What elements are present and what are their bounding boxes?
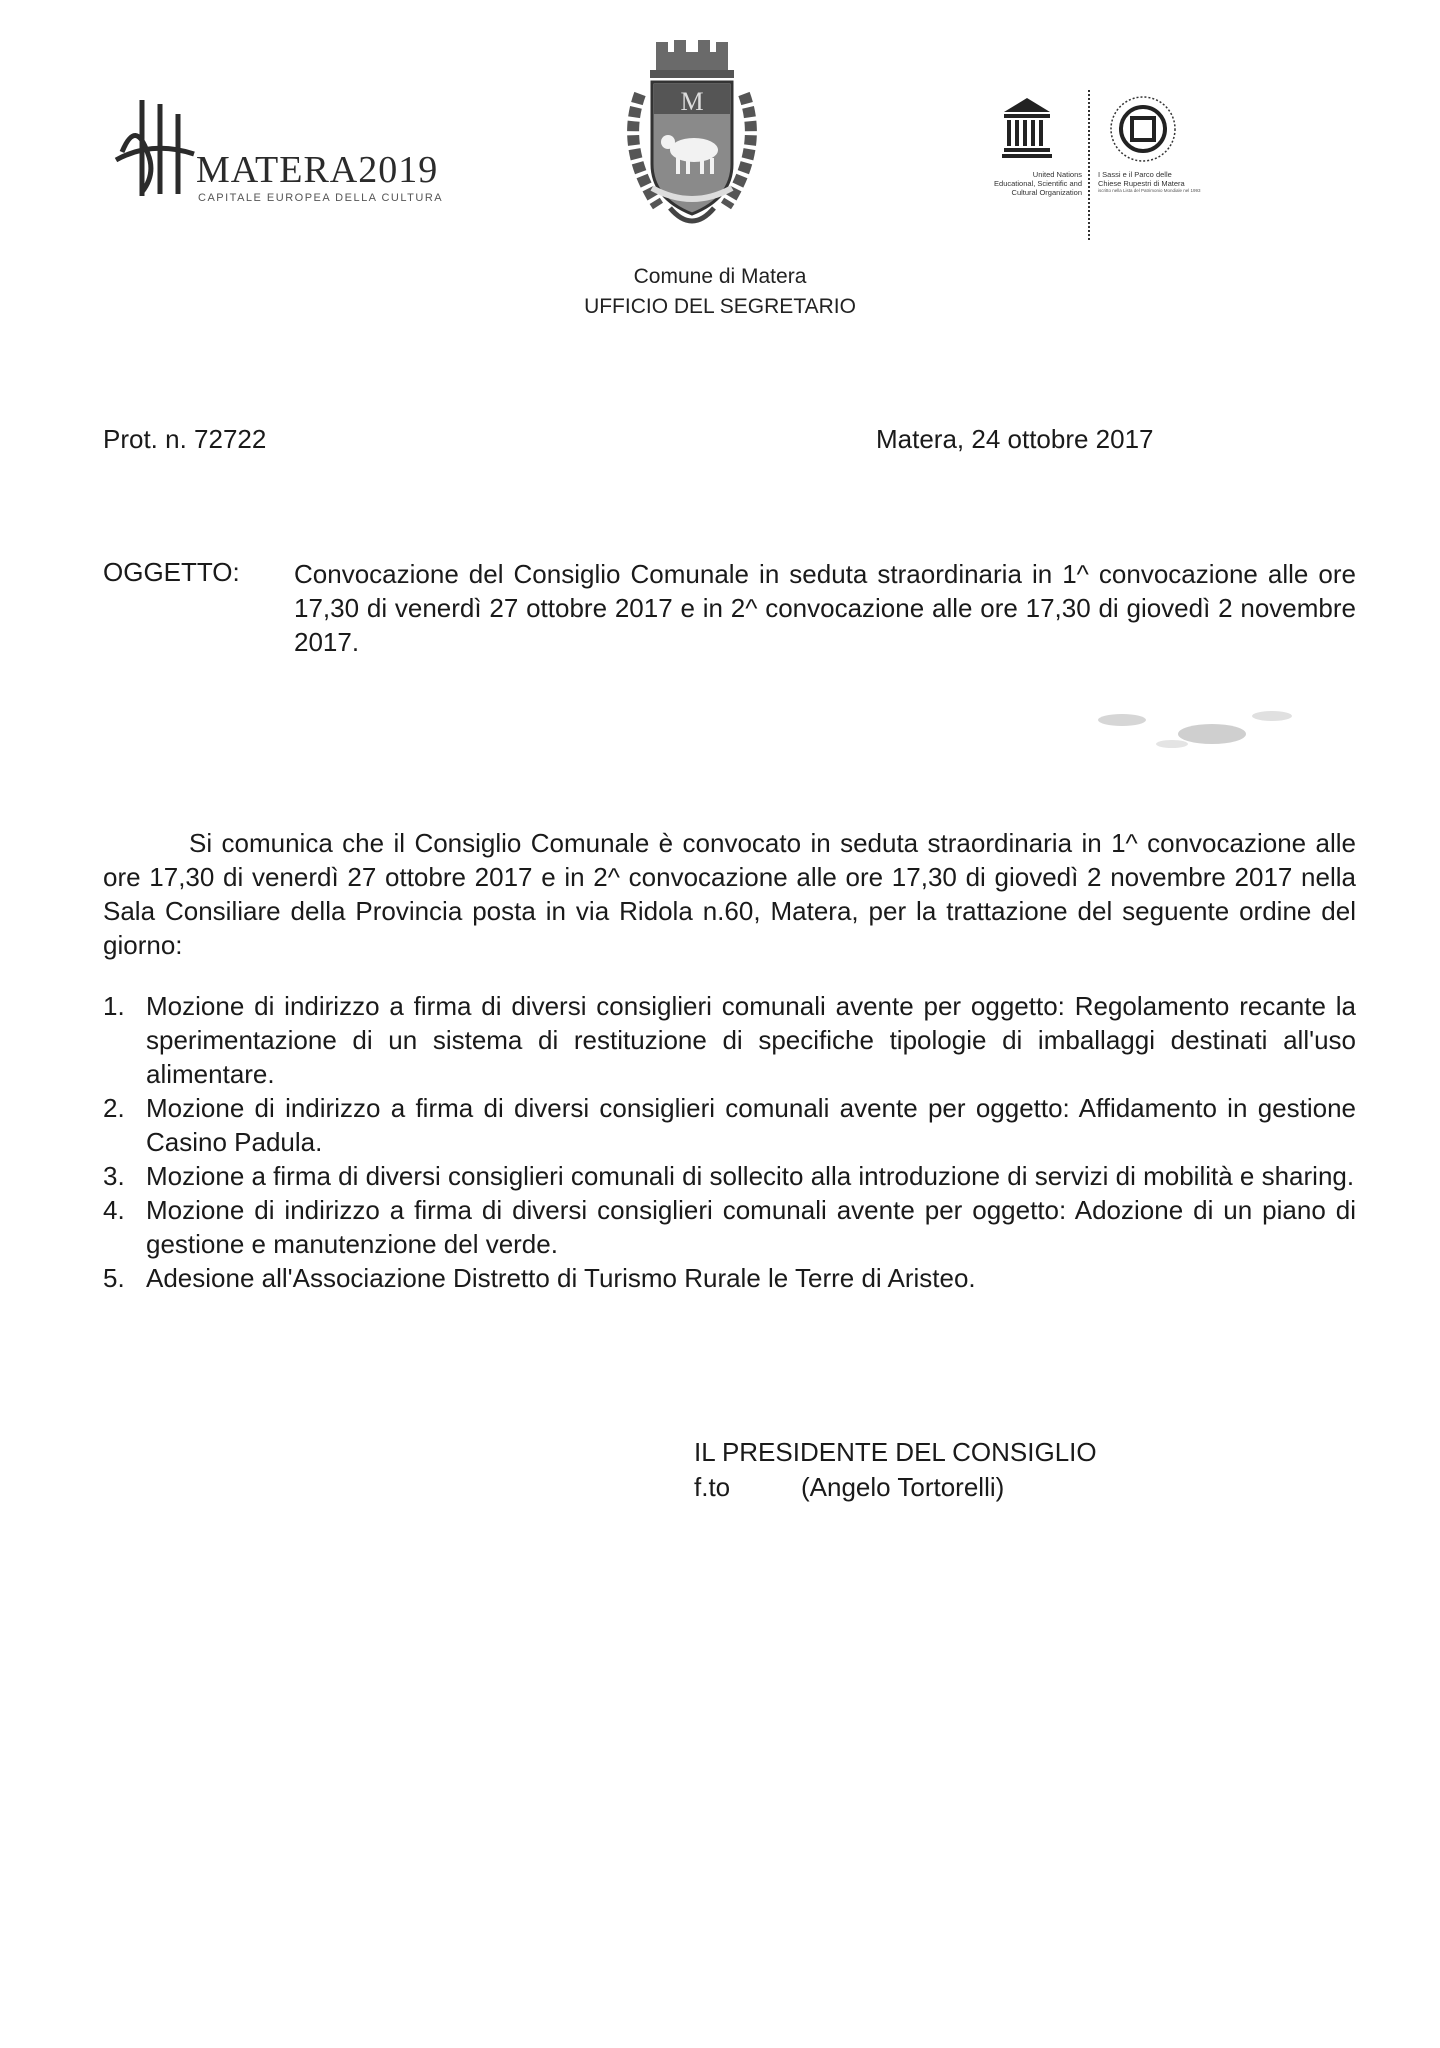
agenda-item bbox=[103, 1159, 1356, 1193]
agenda-item-text: Mozione di indirizzo a firma di diversi consiglieri comunali avente per oggetto: Adozione di un piano di gestione e manutenzione del verde. bbox=[146, 1195, 1356, 1259]
agenda-item-text: Mozione a firma di diversi consiglieri comunali di sollecito alla introduzione di servizi di mobilità e sharing. bbox=[146, 1161, 1355, 1191]
unesco-org-name bbox=[960, 170, 1082, 197]
heritage-site-text bbox=[1098, 170, 1210, 194]
agenda-item bbox=[103, 1091, 1356, 1159]
office-department: UFFICIO DEL SEGRETARIO bbox=[584, 295, 856, 318]
unesco-org-line-1: United Nations bbox=[1032, 170, 1082, 179]
matera2019-subtitle: CAPITALE EUROPEA DELLA CULTURA bbox=[198, 192, 444, 204]
agenda-item-number: 3. bbox=[103, 1161, 125, 1191]
matera-coat-of-arms-icon bbox=[612, 38, 772, 236]
office-header bbox=[0, 262, 1440, 322]
stamp-smudge bbox=[1062, 690, 1322, 760]
agenda-item-number: 1. bbox=[103, 991, 125, 1021]
body-paragraph: Si comunica che il Consiglio Comunale è convocato in seduta straordinaria in 1^ convocazione alle ore 17,30 di venerdì 27 ottobre 2017 e in 2^ convocazione alle ore 17,30 di giovedì 2 novembre 2017 nella Sala Consiliare della Provincia posta in via Ridola n.60, Matera, per la trattazione del seguente ordine del giorno: bbox=[103, 828, 1356, 960]
heritage-note: iscritto nella Lista del Patrimonio Mondiale nel 1993 bbox=[1098, 188, 1201, 193]
unesco-org-line-2: Educational, Scientific and bbox=[994, 179, 1082, 188]
agenda-item-number: 4. bbox=[103, 1195, 125, 1225]
agenda-item bbox=[103, 1193, 1356, 1261]
subject-label: OGGETTO: bbox=[103, 557, 240, 587]
heritage-line-1: I Sassi e il Parco delle bbox=[1098, 170, 1172, 179]
protocol-number: Prot. n. 72722 bbox=[103, 424, 267, 454]
matera2019-mark-icon bbox=[112, 88, 196, 198]
document-date: Matera, 24 ottobre 2017 bbox=[876, 424, 1154, 454]
unesco-divider bbox=[1088, 90, 1090, 240]
signature-fto: f.to bbox=[694, 1472, 731, 1502]
unesco-org-line-3: Cultural Organization bbox=[1011, 188, 1082, 197]
signature-title: IL PRESIDENTE DEL CONSIGLIO bbox=[694, 1437, 1097, 1467]
agenda-list bbox=[103, 989, 1356, 1295]
agenda-item-number: 2. bbox=[103, 1093, 125, 1123]
agenda-item bbox=[103, 1261, 1356, 1295]
matera2019-logo bbox=[112, 88, 444, 208]
heritage-line-2: Chiese Rupestri di Matera bbox=[1098, 179, 1185, 188]
crest-shield-letter: M bbox=[680, 87, 704, 116]
agenda-item-text: Mozione di indirizzo a firma di diversi consiglieri comunali avente per oggetto: Affidamento in gestione Casino Padula. bbox=[146, 1093, 1356, 1157]
matera2019-wordmark: MATERA2019 bbox=[196, 149, 439, 191]
agenda-item-text: Mozione di indirizzo a firma di diversi consiglieri comunali avente per oggetto: Regolamento recante la sperimentazione di un sistema di restituzione di specifiche tipologie di imballaggi destinati all'uso alimentare. bbox=[146, 991, 1356, 1089]
world-heritage-emblem-icon bbox=[1108, 94, 1178, 164]
agenda-item-text: Adesione all'Associazione Distretto di Turismo Rurale le Terre di Aristeo. bbox=[146, 1263, 976, 1293]
signature-name: (Angelo Tortorelli) bbox=[801, 1472, 1005, 1502]
agenda-item bbox=[103, 989, 1356, 1091]
unesco-logo bbox=[960, 90, 1210, 240]
subject-text: Convocazione del Consiglio Comunale in seduta straordinaria in 1^ convocazione alle ore 17,30 di venerdì 27 ottobre 2017 e in 2^ convocazione alle ore 17,30 di giovedì 2 novembre 2017. bbox=[294, 559, 1356, 657]
unesco-temple-icon bbox=[1002, 96, 1052, 160]
agenda-item-number: 5. bbox=[103, 1263, 125, 1293]
office-municipality: Comune di Matera bbox=[633, 265, 807, 288]
